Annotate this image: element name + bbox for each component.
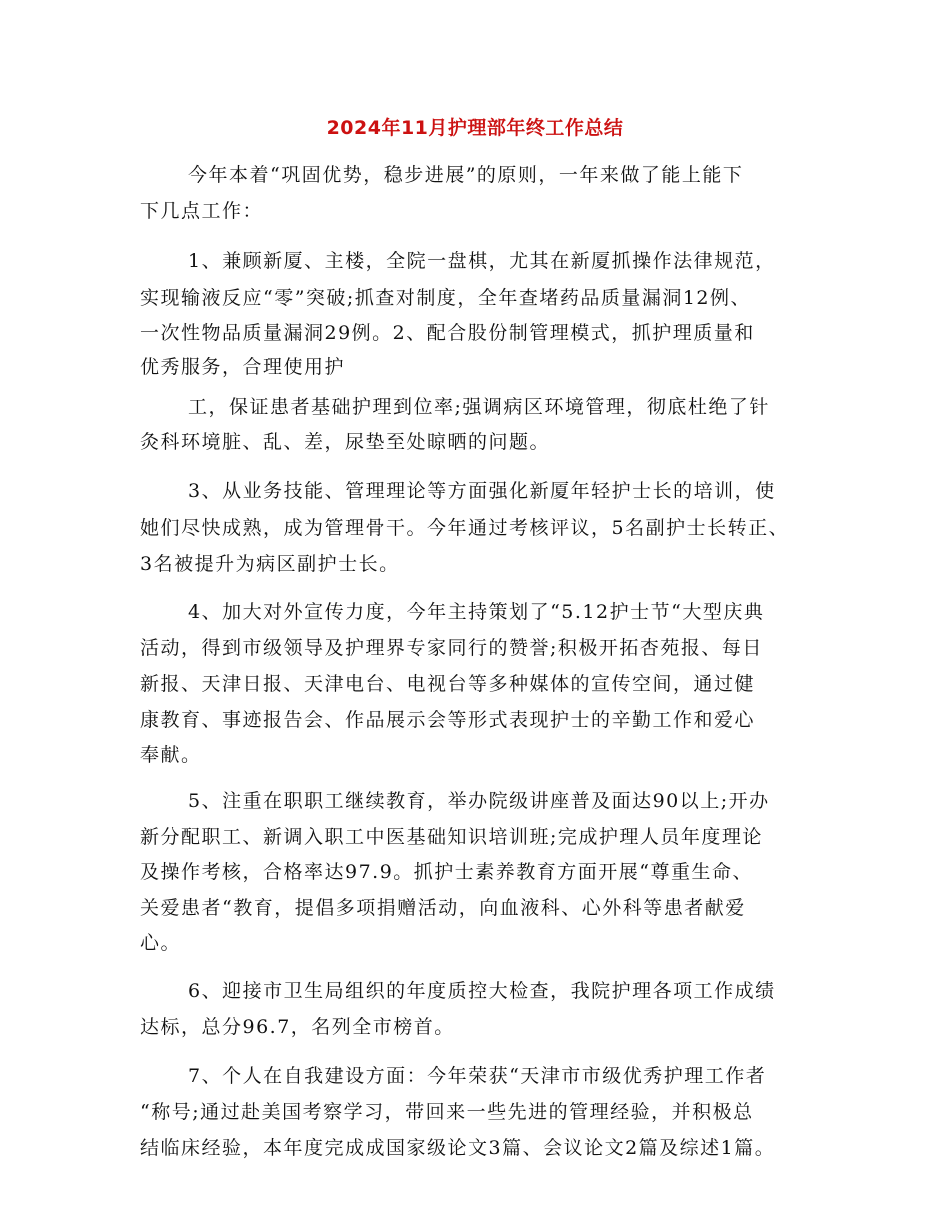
- text-line: 新分配职工、新调入职工中医基础知识培训班;完成护理人员年度理论: [140, 826, 763, 848]
- text-line: 一次性物品质量漏洞29例。2、配合股份制管理模式，抓护理质量和: [140, 322, 755, 344]
- text-line: “称号;通过赴美国考察学习，带回来一些先进的管理经验，并积极总: [140, 1101, 754, 1123]
- text-line: 灸科环境脏、乱、差，尿垫至处晾晒的问题。: [140, 431, 551, 453]
- text-line: 达标，总分96.7，名列全市榜首。: [140, 1016, 455, 1038]
- text-line: 3、从业务技能、管理理论等方面强化新厦年轻护士长的培训，使: [188, 480, 776, 502]
- text-line: 1、兼顾新厦、主楼，全院一盘棋，尤其在新厦抓操作法律规范，: [188, 250, 776, 272]
- text-line: 关爱患者“教育，提倡多项捐赠活动，向血液科、心外科等患者献爱: [140, 897, 746, 919]
- text-line: 心。: [140, 932, 182, 954]
- text-line: 工，保证患者基础护理到位率;强调病区环境管理，彻底杜绝了针: [188, 396, 770, 418]
- text-line: 她们尽快成熟，成为管理骨干。今年通过考核评议，5名副护士长转正、: [140, 517, 790, 539]
- text-line: 新报、天津日报、天津电台、电视台等多种媒体的宣传空间，通过健: [140, 673, 756, 695]
- text-line: 结临床经验，本年度完成成国家级论文3篇、会议论文2篇及综述1篇。: [140, 1137, 776, 1159]
- text-line: 康教育、事迹报告会、作品展示会等形式表现护士的辛勤工作和爱心: [140, 709, 756, 731]
- text-line: 今年本着“巩固优势，稳步进展”的原则，一年来做了能上能下: [188, 164, 744, 186]
- text-line: 及操作考核，合格率达97.9。抓护士素养教育方面开展“尊重生命、: [140, 861, 754, 883]
- text-line: 实现输液反应“零”突破;抓查对制度，全年查堵药品质量漏洞12例、: [140, 287, 752, 309]
- text-line: 4、加大对外宣传力度，今年主持策划了“5.12护士节“大型庆典: [188, 601, 765, 623]
- text-line: 下几点工作：: [140, 200, 264, 222]
- text-line: 7、个人在自我建设方面：今年荣获“天津市市级优秀护理工作者: [188, 1065, 767, 1087]
- text-line: 优秀服务，合理使用护: [140, 356, 346, 378]
- text-line: 活动，得到市级领导及护理界专家同行的赞誉;积极开拓杏苑报、每日: [140, 637, 763, 659]
- document-title: 2024年11月护理部年终工作总结: [326, 117, 624, 139]
- text-line: 6、迎接市卫生局组织的年度质控大检查，我院护理各项工作成绩: [188, 980, 776, 1002]
- text-line: 5、注重在职职工继续教育，举办院级讲座普及面达90以上;开办: [188, 790, 770, 812]
- text-line: 3名被提升为病区副护士长。: [140, 553, 400, 575]
- text-line: 奉献。: [140, 744, 202, 766]
